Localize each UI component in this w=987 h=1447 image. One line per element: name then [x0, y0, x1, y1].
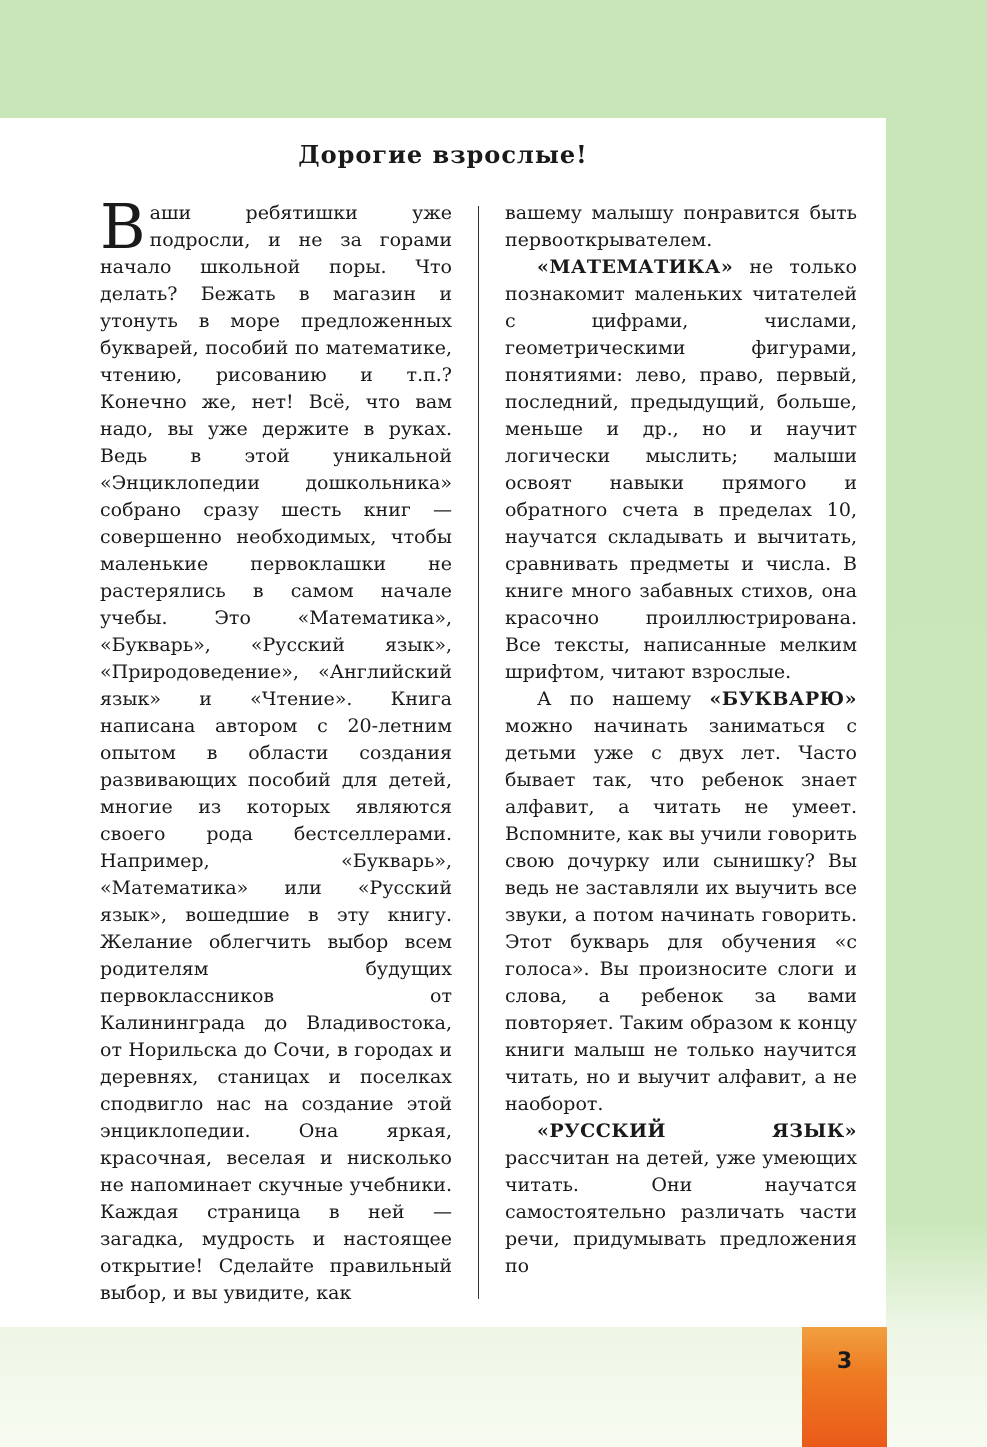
math-heading: «МАТЕМАТИКА» [537, 256, 734, 278]
primer-text: можно начинать заниматься с детьми уже с двух лет. Часто бывает так, что ребенок знает алфавит, а читать не умеет. Вспомните, как вы учили говорить свою дочурку или сынишку? Вы ведь не заставляли их выучить все звуки, а потом начинать говорить. Этот букварь для обучения «с голоса». Вы произносите слоги и слова, а ребенок за вами повторяет. Таким образом к концу книги малыш не только научится читать, но и выучит алфавит, а не наоборот. [505, 715, 858, 1115]
primer-lead: А по нашему [537, 688, 710, 710]
paragraph-intro-end: вашему малышу понравится быть первооткрывателем. [505, 202, 857, 251]
paragraph-russian [505, 1118, 857, 1280]
right-column [505, 200, 857, 1280]
paragraph-primer [505, 686, 857, 1118]
paragraph-math [505, 254, 857, 686]
russian-heading: «РУССКИЙ ЯЗЫК» [537, 1120, 857, 1142]
left-column-text: аши ребятишки уже подросли, и не за горами начало школьной поры. Что делать? Бежать в магазин и утонуть в море предложенных букварей, пособий по математике, чтению, рисованию и т.п.? Конечно же, нет! Всё, что вам надо, вы уже держите в руках. Ведь в этой уникальной «Энциклопедии дошкольника» собрано сразу шесть книг — совершенно необходимых, чтобы маленькие первоклашки не растерялись в самом начале учебы. Это «Математика», «Букварь», «Русский язык», «Природоведение», «Английский язык» и «Чтение». Книга написана автором с 20-летним опытом в области создания развивающих пособий для детей, многие из которых являются своего рода бестселлерами. Например, «Букварь», «Математика» или «Русский язык», вошедшие в эту книгу. Желание облегчить выбор всем родителям будущих первоклассников от Калининграда до Владивостока, от Норильска до Сочи, в городах и деревнях, станицах и поселках сподвигло нас на создание этой энциклопедии. Она яркая, красочная, веселая и нисколько не напоминает скучные учебники. Каждая страница в ней — загадка, мудрость и настоящее открытие! Сделайте правильный выбор, и вы увидите, как [100, 202, 452, 1304]
dropcap-letter: В [100, 190, 146, 263]
column-divider [478, 206, 479, 1299]
primer-heading: «БУКВАРЮ» [709, 688, 857, 710]
russian-text: рассчитан на детей, уже умеющих читать. Они научатся самостоятельно различать части речи, придумывать предложения по [505, 1147, 857, 1277]
math-text: не только познакомит маленьких читателей с цифрами, числами, геометрическими фигурами, понятиями: лево, право, первый, последний, предыдущий, больше, меньше и др., но и научит логически мыслить; малыши освоят навыки прямого и обратного счета в пределах 10, научатся складывать и вычитать, сравнивать предметы и числа. В книге много забавных стихов, она красочно проиллюстрирована. Все тексты, написанные мелким шрифтом, читают взрослые. [505, 256, 857, 683]
page-number: 3 [836, 1349, 853, 1374]
page-number-tab [802, 1327, 887, 1447]
left-column [100, 190, 452, 1307]
page-sheet [0, 118, 886, 1327]
page-title: Дорогие взрослые! [298, 140, 588, 169]
